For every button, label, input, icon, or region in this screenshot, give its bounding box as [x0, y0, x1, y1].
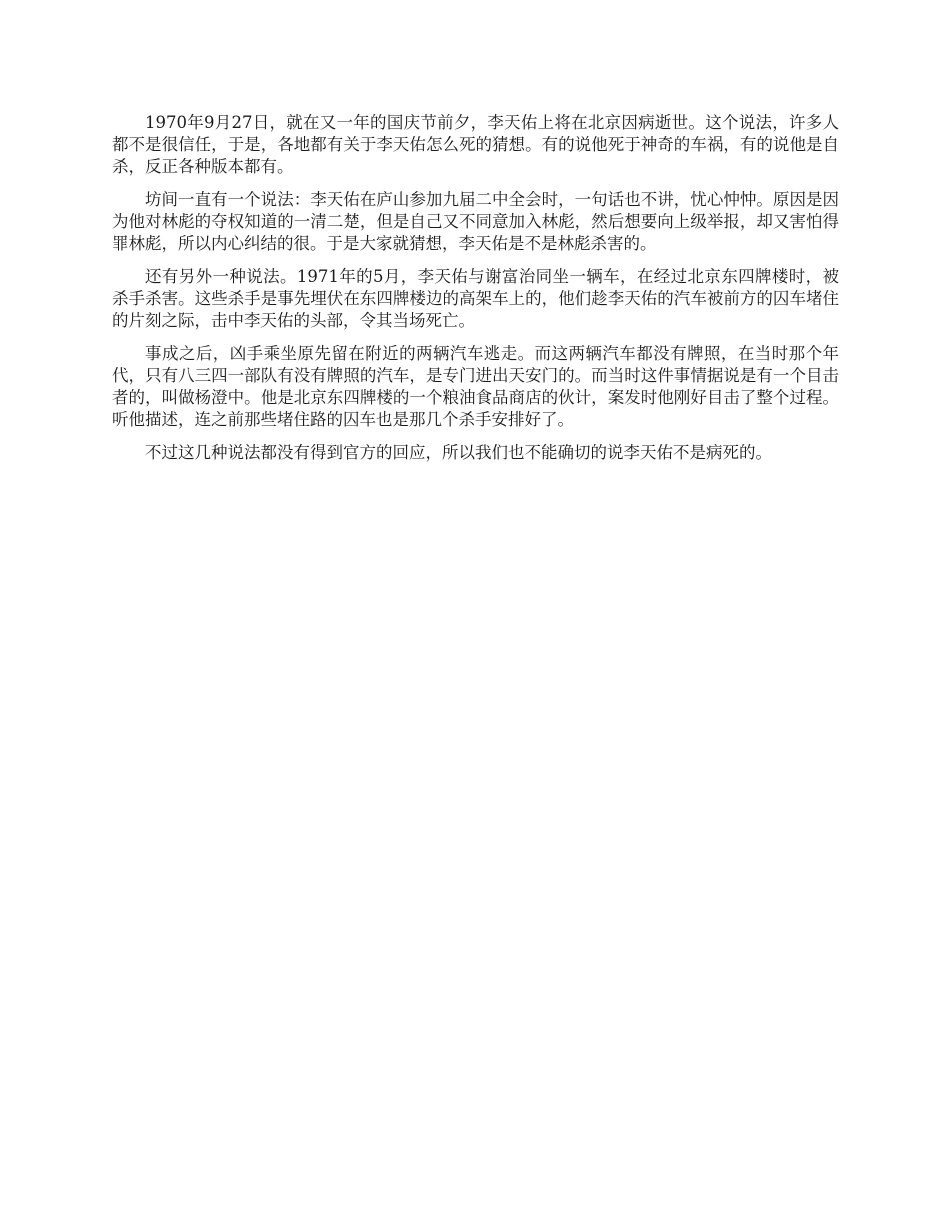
paragraph-4: 事成之后，凶手乘坐原先留在附近的两辆汽车逃走。而这两辆汽车都没有牌照，在当时那个年代，只有八三四一部队有没有牌照的汽车，是专门进出天安门的。而当时这件事情据说是有一个目击者的，叫做杨澄中。他是北京东四牌楼的一个粮油食品商店的伙计，案发时他刚好目击了整个过程。听他描述，连之前那些堵住路的囚车也是那几个杀手安排好了。 — [112, 344, 839, 429]
paragraph-5: 不过这几种说法都没有得到官方的回应，所以我们也不能确切的说李天佑不是病死的。 — [145, 443, 772, 462]
paragraph-2: 坊间一直有一个说法：李天佑在庐山参加九届二中全会时，一句话也不讲，忧心忡忡。原因是因为他对林彪的夺权知道的一清二楚，但是自己又不同意加入林彪，然后想要向上级举报，却又害怕得罪林彪，所以内心纠结的很。于是大家就猜想，李天佑是不是林彪杀害的。 — [112, 190, 839, 253]
paragraph-1: 1970年9月27日，就在又一年的国庆节前夕，李天佑上将在北京因病逝世。这个说法，许多人都不是很信任，于是，各地都有关于李天佑怎么死的猜想。有的说他死于神奇的车祸，有的说他是自杀，反正各种版本都有。 — [112, 113, 839, 176]
paragraph-3: 还有另外一种说法。1971年的5月，李天佑与谢富治同坐一辆车，在经过北京东四牌楼时，被杀手杀害。这些杀手是事先埋伏在东四牌楼边的高架车上的，他们趁李天佑的汽车被前方的囚车堵住的片刻之际，击中李天佑的头部，令其当场死亡。 — [112, 267, 839, 330]
document-body — [112, 112, 839, 475]
